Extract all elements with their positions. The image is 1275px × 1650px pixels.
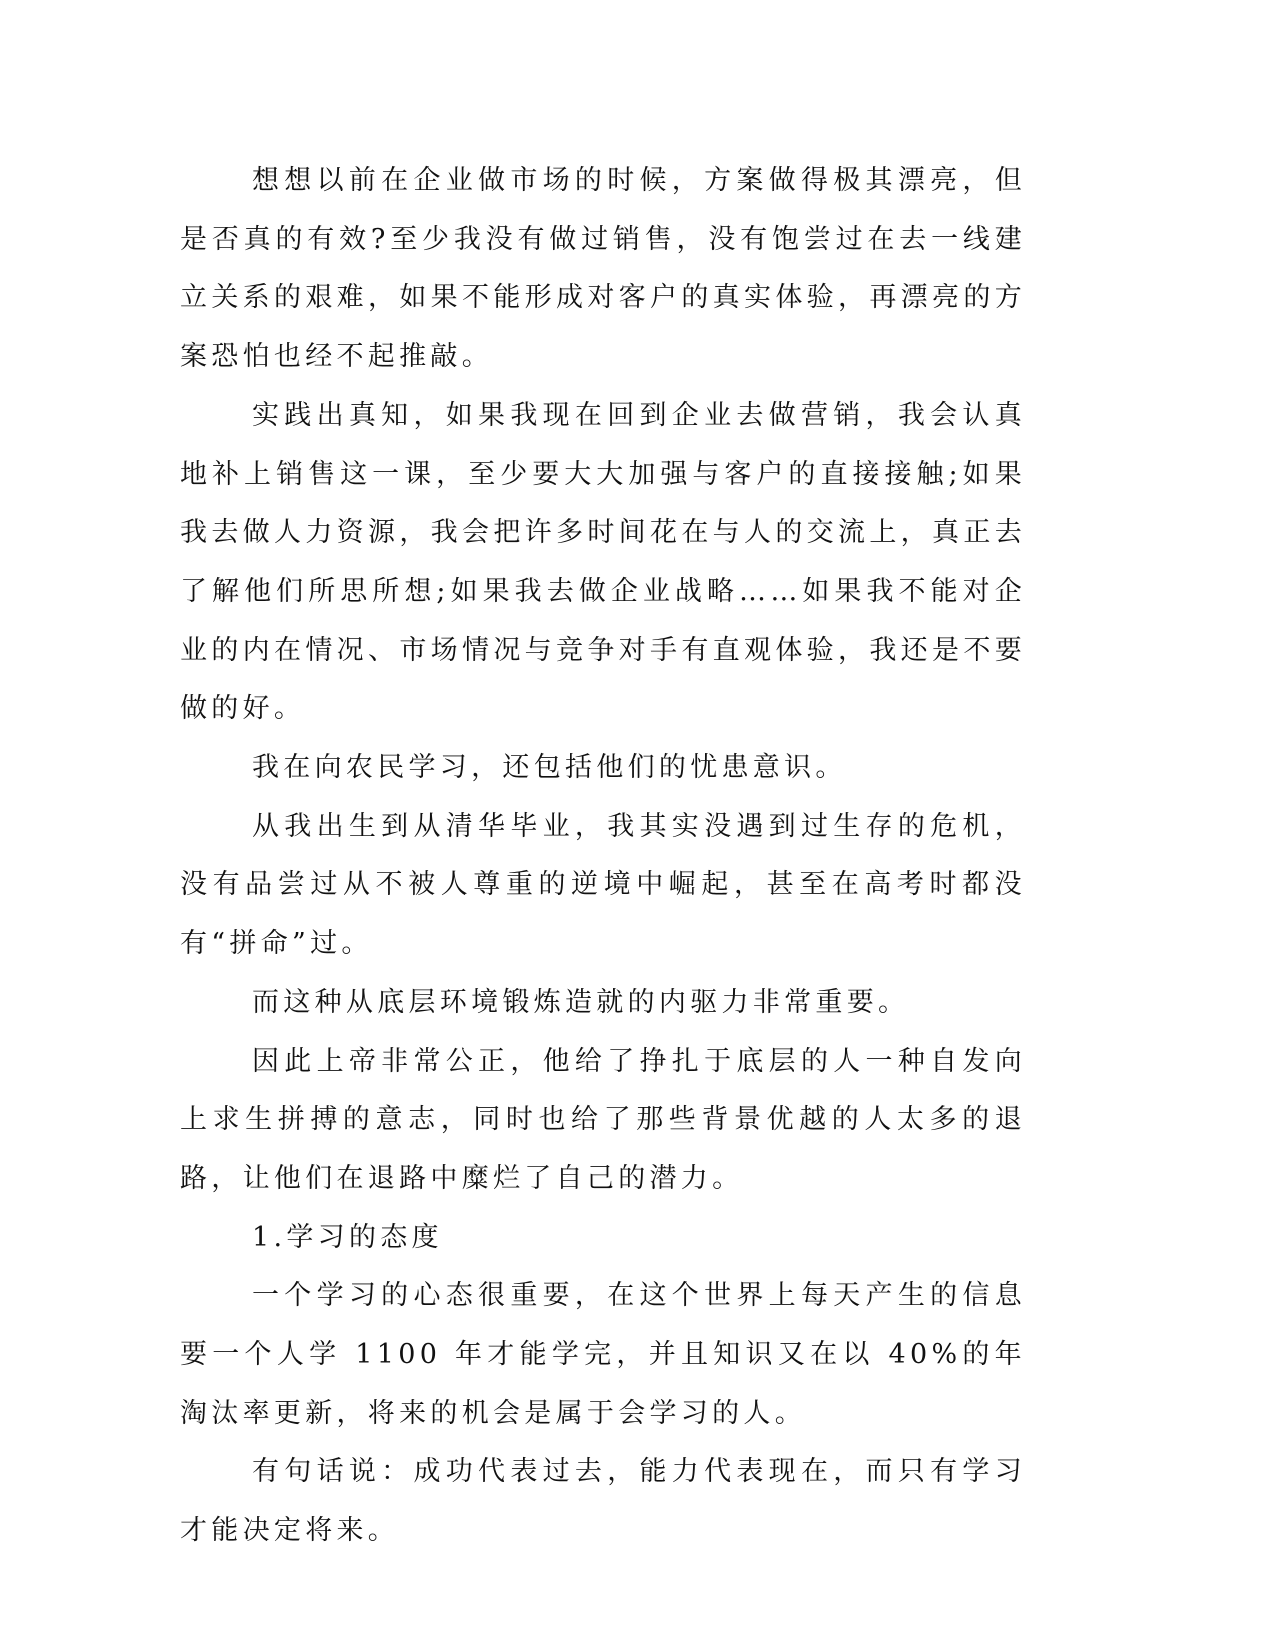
paragraph: 因此上帝非常公正，他给了挣扎于底层的人一种自发向上求生拼搏的意志，同时也给了那些背景优越的人太多的退路，让他们在退路中糜烂了自己的潜力。 [180, 1045, 1026, 1194]
paragraph: 而这种从底层环境锻炼造就的内驱力非常重要。 [252, 986, 910, 1018]
paragraph: 有句话说：成功代表过去，能力代表现在，而只有学习才能决定将来。 [180, 1456, 1026, 1547]
paragraph: 我在向农民学习，还包括他们的忧患意识。 [252, 752, 847, 784]
paragraph: 一个学习的心态很重要，在这个世界上每天产生的信息要一个人学 1100 年才能学完，并且知识又在以 40%的年淘汰率更新，将来的机会是属于会学习的人。 [180, 1280, 1026, 1429]
document-page [180, 152, 1026, 1561]
section-heading: 1.学习的态度 [252, 1221, 443, 1253]
paragraph: 实践出真知，如果我现在回到企业去做营销，我会认真地补上销售这一课，至少要大大加强与客户的直接接触;如果我去做人力资源，我会把许多时间花在与人的交流上，真正去了解他们所思所想;如果我去做企业战略……如果我不能对企业的内在情况、市场情况与竞争对手有直观体验，我还是不要做的好。 [180, 399, 1026, 725]
paragraph: 从我出生到从清华毕业，我其实没遇到过生存的危机，没有品尝过从不被人尊重的逆境中崛起，甚至在高考时都没有“拼命”过。 [180, 810, 1026, 960]
paragraph: 想想以前在企业做市场的时候，方案做得极其漂亮，但是否真的有效?至少我没有做过销售，没有饱尝过在去一线建立关系的艰难，如果不能形成对客户的真实体验，再漂亮的方案恐怕也经不起推敲。 [180, 165, 1026, 373]
